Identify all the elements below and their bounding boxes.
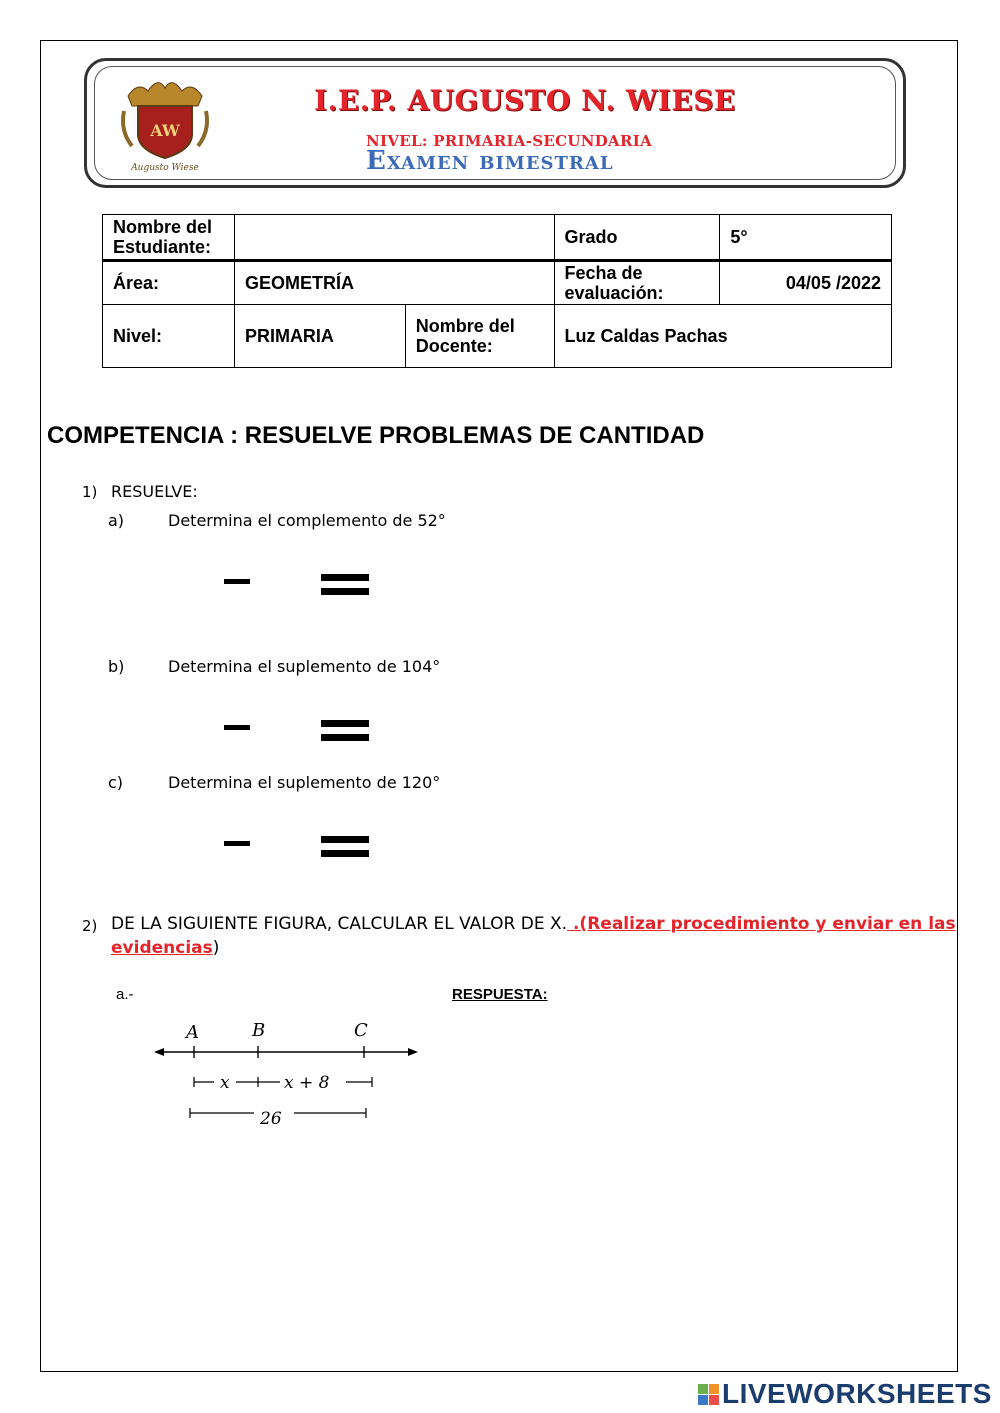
question-1-number: 1): [82, 483, 98, 501]
q2-plain-text: DE LA SIGUIENTE FIGURA, CALCULAR EL VALOR DE X.: [111, 914, 568, 934]
svg-text:AW: AW: [150, 121, 180, 140]
q1-item-a-letter: a): [108, 511, 125, 530]
area-value: GEOMETRÍA: [234, 261, 554, 305]
q2-red-instruction: .(Realizar procedimiento y enviar en las evidencias: [111, 914, 956, 958]
date-label: Fecha de evaluación:: [554, 261, 720, 305]
q1-a-minus-sign: [224, 579, 250, 584]
figure-right-arrow: [408, 1048, 418, 1056]
nivel-line: NIVEL: PRIMARIA-SECUNDARIA: [366, 132, 653, 150]
segment-figure: [150, 1016, 430, 1136]
level-label: Nivel:: [103, 305, 235, 368]
figure-total-length: 26: [260, 1109, 282, 1129]
q1-item-a-text: Determina el complemento de 52°: [168, 511, 446, 530]
liveworksheets-brand[interactable]: LIVEWORKSHEETS: [722, 1378, 992, 1409]
question-1-title: RESUELVE:: [111, 482, 198, 501]
q1-item-c-text: Determina el suplemento de 120°: [168, 773, 441, 792]
q2-sub-a-label: a.-: [116, 986, 134, 1003]
figure-point-b: B: [252, 1020, 266, 1041]
competencia-heading: COMPETENCIA : RESUELVE PROBLEMAS DE CANTIDAD: [47, 422, 705, 449]
exam-title: Examen bimestral: [366, 146, 614, 176]
liveworksheets-logo-icon: [698, 1378, 720, 1410]
school-crest-icon: [118, 76, 212, 176]
teacher-label: Nombre del Docente:: [405, 305, 554, 368]
question-2-number: 2): [82, 917, 98, 935]
q1-item-c-letter: c): [108, 773, 124, 792]
grade-label: Grado: [554, 215, 720, 261]
q1-c-equals-sign: [321, 836, 369, 858]
q1-item-b-letter: b): [108, 657, 125, 676]
school-name: I.E.P. AUGUSTO N. WIESE: [314, 84, 736, 117]
figure-segment-x-plus-8: x + 8: [284, 1073, 330, 1093]
q2-close-paren: ): [212, 938, 220, 958]
level-value: PRIMARIA: [234, 305, 405, 368]
teacher-value: Luz Caldas Pachas: [554, 305, 891, 368]
figure-segment-x: x: [220, 1073, 230, 1093]
respuesta-label: RESPUESTA:: [452, 986, 548, 1003]
figure-point-c: C: [354, 1020, 368, 1041]
area-label: Área:: [103, 261, 235, 305]
student-label: Nombre del Estudiante:: [103, 215, 235, 261]
date-value: 04/05 /2022: [720, 261, 892, 305]
grade-value: 5°: [720, 215, 892, 261]
q1-b-minus-sign: [224, 725, 250, 730]
figure-point-a: A: [186, 1022, 199, 1043]
figure-left-arrow: [154, 1048, 164, 1056]
q1-a-equals-sign: [321, 574, 369, 596]
question-2-text: [111, 912, 961, 960]
q1-c-minus-sign: [224, 841, 250, 846]
q1-b-equals-sign: [321, 720, 369, 742]
student-name-field[interactable]: [234, 215, 554, 261]
svg-text:Augusto Wiese: Augusto Wiese: [131, 163, 199, 173]
q1-item-b-text: Determina el suplemento de 104°: [168, 657, 441, 676]
student-info-table: [102, 214, 892, 368]
